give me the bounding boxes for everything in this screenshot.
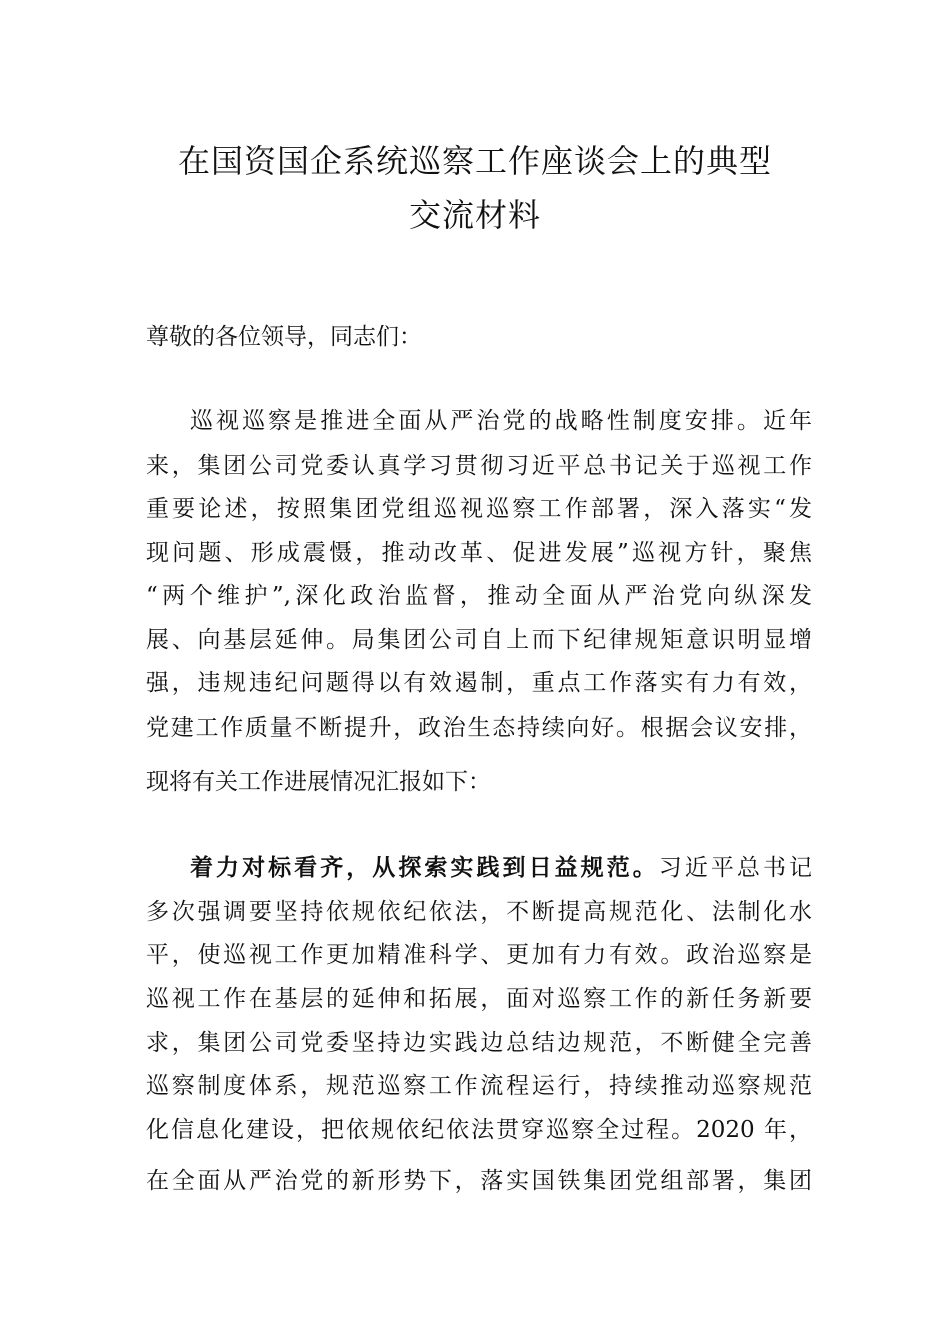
- paragraph-2-line: 多次强调要坚持依规依纪依法，不断提高规范化、法制化水: [146, 899, 812, 925]
- paragraph-1-line: 党建工作质量不断提升，政治生态持续向好。根据会议安排，: [146, 715, 812, 741]
- paragraph-1-line: 重要论述，按照集团党组巡视巡察工作部署，深入落实“发: [146, 496, 812, 522]
- paragraph-2-line: 平，使巡视工作更加精准科学、更加有力有效。政治巡察是: [146, 942, 812, 968]
- paragraph-2-first-line-rest: 习近平总书记: [658, 855, 813, 881]
- document-title-line-2: 交流材料: [408, 196, 541, 234]
- paragraph-1-line: 巡视巡察是推进全面从严治党的战略性制度安排。近年: [190, 408, 812, 434]
- paragraph-2-line: 巡视工作在基层的延伸和拓展，面对巡察工作的新任务新要: [146, 986, 812, 1012]
- paragraph-1-line: 现将有关工作进展情况汇报如下：: [146, 769, 491, 795]
- paragraph-2-first-line: [190, 853, 812, 883]
- paragraph-1-line: “两个维护”,深化政治监督，推动全面从严治党向纵深发: [146, 583, 812, 609]
- paragraph-2-line: 巡察制度体系，规范巡察工作流程运行，持续推动巡察规范: [146, 1073, 812, 1099]
- paragraph-1-line: 来，集团公司党委认真学习贯彻习近平总书记关于巡视工作: [146, 453, 812, 479]
- paragraph-2-line: 求，集团公司党委坚持边实践边总结边规范，不断健全完善: [146, 1030, 812, 1056]
- paragraph-1-line: 现问题、形成震慑，推动改革、促进发展”巡视方针，聚焦: [146, 540, 812, 566]
- paragraph-1-line: 强，违规违纪问题得以有效遏制，重点工作落实有力有效，: [146, 670, 812, 696]
- paragraph-2-line: 化信息化建设，把依规依纪依法贯穿巡察全过程。2020 年，: [146, 1117, 812, 1143]
- document-title-line-1: 在国资国企系统巡察工作座谈会上的典型: [177, 142, 772, 180]
- paragraph-2-heading: 着力对标看齐，从探索实践到日益规范。: [190, 855, 659, 881]
- paragraph-2-line: 在全面从严治党的新形势下，落实国铁集团党组部署，集团: [146, 1168, 812, 1194]
- paragraph-1-line: 展、向基层延伸。局集团公司自上而下纪律规矩意识明显增: [146, 627, 812, 653]
- salutation: 尊敬的各位领导，同志们：: [146, 324, 422, 350]
